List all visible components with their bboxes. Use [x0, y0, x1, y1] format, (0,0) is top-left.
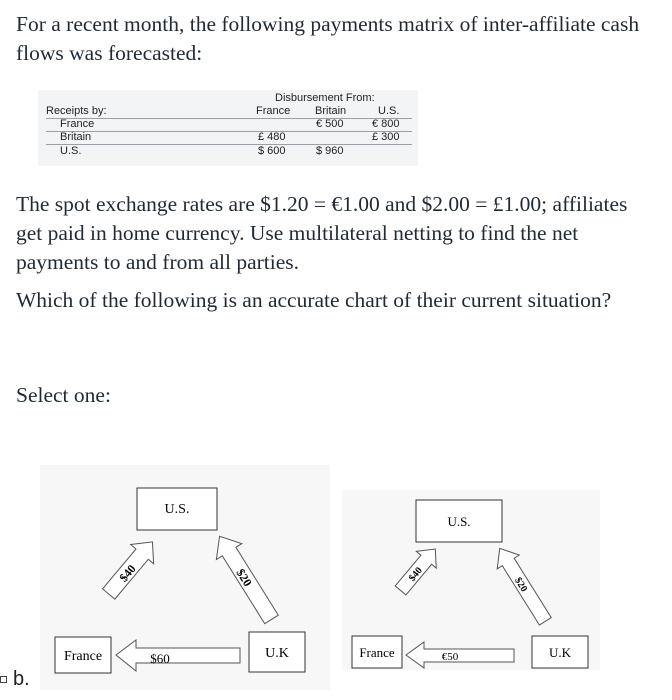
arrow-label-left: $40: [406, 565, 425, 584]
arrow-label-right: $20: [512, 575, 530, 595]
payments-matrix: [38, 90, 418, 166]
rates-text: The spot exchange rates are $1.20 = €1.00 and $2.00 = £1.00; affiliates get paid in home currency. Use multilateral netting to find the net payments to and from all parties.: [16, 192, 628, 274]
matrix-cell-britain-us: £ 300: [372, 131, 400, 143]
arrow-label-bottom: €50: [441, 651, 459, 663]
arrow-label-left: $40: [116, 561, 139, 585]
matrix-cell-france-us: € 800: [372, 118, 400, 130]
node-uk-label: U.K: [265, 646, 289, 661]
node-us-label: U.S.: [447, 514, 471, 529]
matrix-cell-us-britain: $ 960: [316, 145, 344, 157]
option-b-label: b.: [13, 668, 30, 690]
matrix-cell-britain-france: £ 480: [258, 131, 286, 143]
option-b[interactable]: [0, 668, 30, 691]
netting-diagram-left: [40, 465, 330, 690]
arrow-label-bottom: $60: [150, 651, 170, 666]
matrix-row-us-label: U.S.: [60, 145, 82, 157]
option-b-radio[interactable]: [0, 676, 7, 683]
matrix-col-britain: Britain: [315, 105, 347, 117]
matrix-row-france-label: France: [60, 118, 95, 130]
matrix-col-us: U.S.: [378, 105, 400, 117]
matrix-row-header: Receipts by:: [46, 105, 107, 117]
select-label: Select one:: [16, 383, 111, 407]
node-france-label: France: [63, 649, 103, 664]
prompt-text: Which of the following is an accurate chart of their current situation?: [16, 288, 612, 312]
node-us-label: U.S.: [164, 502, 190, 517]
intro-text: For a recent month, the following payments matrix of inter-affiliate cash flows was forecasted:: [16, 12, 640, 65]
arrow-label-right: $20: [233, 566, 255, 589]
matrix-col-france: France: [256, 105, 291, 117]
matrix-row-britain-label: Britain: [60, 131, 92, 143]
matrix-header: Disbursement From:: [275, 92, 375, 104]
matrix-cell-us-france: $ 600: [258, 145, 286, 157]
node-france-label: France: [359, 645, 395, 660]
netting-diagram-right: [342, 490, 600, 670]
matrix-cell-france-britain: € 500: [316, 118, 344, 130]
node-uk-label: U.K: [548, 645, 572, 660]
